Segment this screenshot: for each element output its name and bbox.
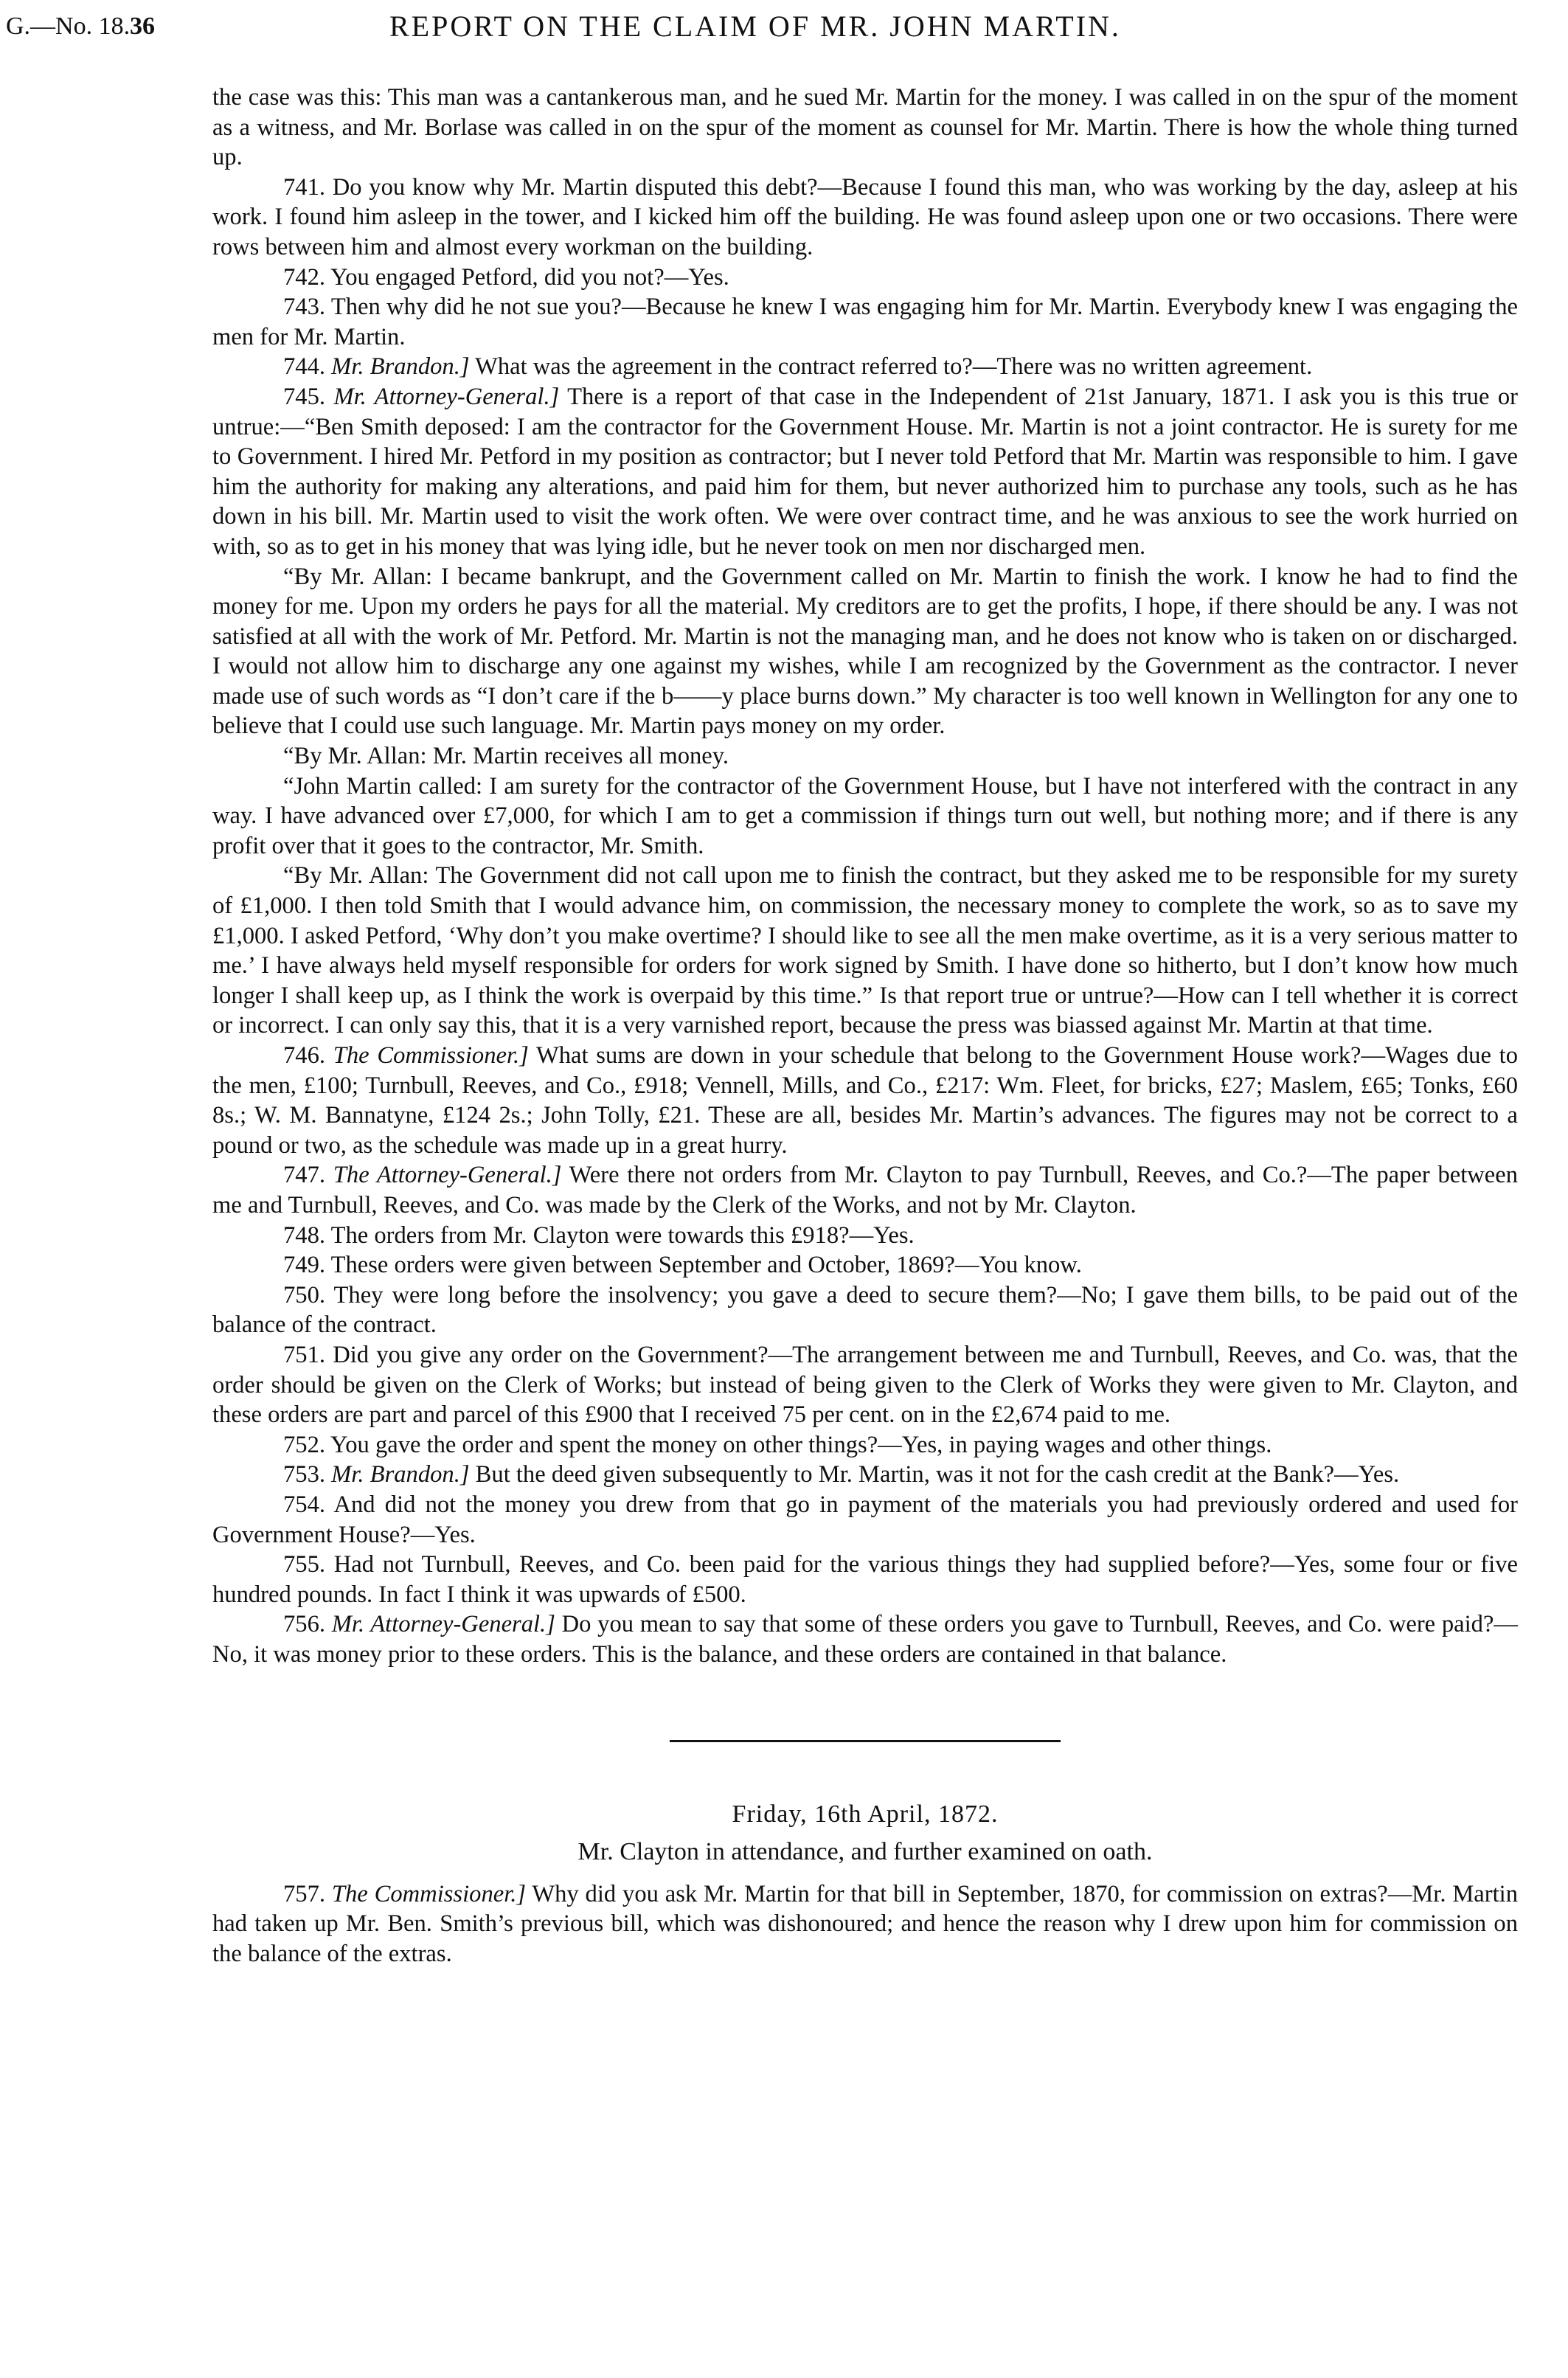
question-number: 746. <box>283 1042 326 1069</box>
running-title: REPORT ON THE CLAIM OF MR. JOHN MARTIN. <box>389 10 1121 43</box>
paragraph-text: Were there not orders from Mr. Clayton to pay Turnbull, Reeves, and Co.?—The paper between me and Turnbull, Reeves, and Co. was made by the Clerk of the Works, and not by Mr. Clayton. <box>212 1162 1518 1219</box>
paragraph-text: Why did you ask Mr. Martin for that bill in September, 1870, for commission on extras?—Mr. Martin had taken up Mr. Ben. Smith’s previous bill, which was dishonoured; and hence the reason why I drew upon him for commission on the balance of the extras. <box>212 1880 1518 1967</box>
paragraph <box>212 173 1518 263</box>
paragraph <box>212 772 1518 862</box>
series-number: G.—No. 18. <box>6 13 131 40</box>
speaker-name: Mr. Brandon.] <box>331 1461 470 1488</box>
paragraph-text: Had not Turnbull, Reeves, and Co. been paid for the various things they had supplied before?—Yes, some four or five hundred pounds. In fact I think it was upwards of £500. <box>212 1551 1518 1608</box>
paragraph-text: “By Mr. Allan: I became bankrupt, and the Government called on Mr. Martin to finish the work. I know he had to find the money for me. Upon my orders he pays for all the material. My creditors are to get the profits, I hope, if there should be any. I was not satisfied at all with the work of Mr. Petford. Mr. Martin is not the managing man, and he does not know who is taken on or discharged. I would not allow him to discharge any one against my wishes, while I am recognized by the Government as the contractor. I never made use of such words as “I don’t care if the b——y place burns down.” My character is too well known in Wellington for any one to believe that I could use such language. Mr. Martin pays money on my order. <box>212 563 1518 740</box>
question-number: 755. <box>283 1551 326 1578</box>
paragraph <box>212 1550 1518 1609</box>
speaker-name: The Commissioner.] <box>331 1880 527 1907</box>
question-number: 748. <box>283 1221 326 1249</box>
paragraph <box>212 83 1518 173</box>
paragraph-text: These orders were given between September and October, 1869?—You know. <box>330 1252 1082 1279</box>
paragraph <box>212 382 1518 562</box>
speaker-name: Mr. Brandon.] <box>331 353 470 381</box>
question-number: 750. <box>283 1281 326 1308</box>
paragraph <box>212 1460 1518 1490</box>
speaker-name: Mr. Attorney-General.] <box>333 383 560 410</box>
question-number: 752. <box>283 1431 326 1458</box>
paragraph-text: Did you give any order on the Government?—The arrangement between me and Turnbull, Reeves, and Co. was, that the order should be given on the Clerk of Works; but instead of being given to the Clerk of Works they were given to Mr. Clayton, and these orders are part and parcel of this £900 that I received 75 per cent. on in the £2,674 paid to me. <box>212 1341 1518 1429</box>
attendance-note: Mr. Clayton in attendance, and further examined on oath. <box>577 1838 1153 1866</box>
question-number: 744. <box>283 353 326 381</box>
paragraph-text: Then why did he not sue you?—Because he knew I was engaging him for Mr. Martin. Everybody knew I was engaging the men for Mr. Martin. <box>212 294 1519 350</box>
paragraph-text: “By Mr. Allan: The Government did not call upon me to finish the contract, but they asked me to be responsible for my surety of £1,000. I then told Smith that I would advance him, on commission, the necessary money to complete the work, so as to save my £1,000. I asked Petford, ‘Why don’t you make overtime? I should like to see all the men make overtime, as it is a very serious matter to me.’ I have always held myself responsible for orders for work signed by Smith. I have done so hitherto, but I don’t know how much longer I shall keep up, as I think the work is overpaid by this time.” Is that report true or untrue?—How can I tell whether it is correct or incorrect. I can only say this, that it is a very varnished report, because the press was biassed against Mr. Martin at that time. <box>212 862 1518 1039</box>
paragraph <box>212 741 1518 772</box>
paragraph-text: And did not the money you drew from that go in payment of the materials you had previously ordered and used for Government House?—Yes. <box>212 1491 1518 1548</box>
paragraph <box>212 1221 1518 1251</box>
paragraph-text: Do you know why Mr. Martin disputed this debt?—Because I found this man, who was working by the day, asleep at his work. I found him asleep in the tower, and I kicked him off the building. He was found asleep upon one or two occasions. There were rows between him and almost every workman on the building. <box>212 173 1518 260</box>
page-header <box>6 4 1524 49</box>
paragraph-text: There is a report of that case in the Independent of 21st January, 1871. I ask you is this true or untrue:—“Ben Smith deposed: I am the contractor for the Government House. Mr. Martin is not a joint contractor. He is surety for me to Government. I hired Mr. Petford in my position as contractor; but I never told Petford that Mr. Martin was responsible to him. I gave him the authority for making any alterations, and paid him for them, but never authorized him to purchase any tools, such as he has down in his bill. Mr. Martin used to visit the work often. We were over contract time, and he was anxious to see the work hurried on with, so as to get in his money that was lying idle, but he never took on men nor discharged men. <box>212 383 1518 560</box>
question-number: 743. <box>283 294 326 321</box>
paragraph <box>212 861 1518 1041</box>
session-date: Friday, 16th April, 1872. <box>732 1800 999 1828</box>
paragraph <box>212 1879 1518 1969</box>
paragraph <box>212 1250 1518 1280</box>
testimony-before <box>212 83 1518 1669</box>
body-text <box>212 83 1518 1969</box>
paragraph-text: What was the agreement in the contract referred to?—There was no written agreement. <box>475 353 1313 381</box>
question-number: 756. <box>283 1611 326 1638</box>
paragraph-text: You gave the order and spent the money on other things?—Yes, in paying wages and other things. <box>330 1431 1272 1458</box>
testimony-after <box>212 1879 1518 1969</box>
paragraph-text: They were long before the insolvency; you gave a deed to secure them?—No; I gave them bills, to be paid out of the balance of the contract. <box>212 1281 1518 1339</box>
paragraph <box>212 263 1518 293</box>
question-number: 741. <box>283 173 326 201</box>
question-number: 749. <box>283 1252 326 1279</box>
section-divider <box>670 1740 1061 1742</box>
paragraph <box>212 1609 1518 1669</box>
paragraph <box>212 352 1518 382</box>
paragraph <box>212 1160 1518 1220</box>
paragraph-text: But the deed given subsequently to Mr. Martin, was it not for the cash credit at the Bank?—Yes. <box>475 1461 1400 1488</box>
speaker-name: Mr. Attorney-General.] <box>331 1611 555 1638</box>
question-number: 753. <box>283 1461 326 1488</box>
speaker-name: The Attorney-General.] <box>333 1162 562 1189</box>
paragraph-text: The orders from Mr. Clayton were towards this £918?—Yes. <box>330 1221 915 1249</box>
question-number: 754. <box>283 1491 326 1518</box>
paragraph-text: What sums are down in your schedule that belong to the Government House work?—Wages due to the men, £100; Turnbull, Reeves, and Co., £918; Vennell, Mills, and Co., £217: Wm. Fleet, for bricks, £27; Maslem, £65; Tonks, £60 8s.; W. M. Bannatyne, £124 2s.; John Tolly, £21. These are all, besides Mr. Martin’s advances. The figures may not be correct to a pound or two, as the schedule was made up in a great hurry. <box>212 1042 1518 1159</box>
speaker-name: The Commissioner.] <box>333 1042 529 1069</box>
paragraph <box>212 562 1518 742</box>
question-number: 757. <box>283 1880 326 1907</box>
paragraph-text: “John Martin called: I am surety for the contractor of the Government House, but I have not interfered with the contract in any way. I have advanced over £7,000, for which I am to get a commission if things turn out well, but nothing more; and if there is any profit over that it goes to the contractor, Mr. Smith. <box>212 772 1518 859</box>
question-number: 745. <box>283 383 326 410</box>
paragraph-text: You engaged Petford, did you not?—Yes. <box>330 263 729 291</box>
paragraph <box>212 292 1518 352</box>
paragraph <box>212 1430 1518 1460</box>
page-number: 36 <box>130 13 155 40</box>
paragraph <box>212 1490 1518 1550</box>
paragraph <box>212 1340 1518 1430</box>
question-number: 747. <box>283 1162 326 1189</box>
paragraph-text: Do you mean to say that some of these orders you gave to Turnbull, Reeves, and Co. were paid?—No, it was money prior to these orders. This is the balance, and these orders are contained in that balance. <box>212 1611 1518 1668</box>
paragraph <box>212 1041 1518 1160</box>
question-number: 742. <box>283 263 326 291</box>
paragraph-text: the case was this: This man was a cantankerous man, and he sued Mr. Martin for the money. I was called in on the spur of the moment as a witness, and Mr. Borlase was called in on the spur of the moment as counsel for Mr. Martin. There is how the whole thing turned up. <box>212 84 1518 171</box>
paragraph <box>212 1280 1518 1340</box>
paragraph-text: “By Mr. Allan: Mr. Martin receives all money. <box>283 743 729 770</box>
question-number: 751. <box>283 1341 326 1368</box>
